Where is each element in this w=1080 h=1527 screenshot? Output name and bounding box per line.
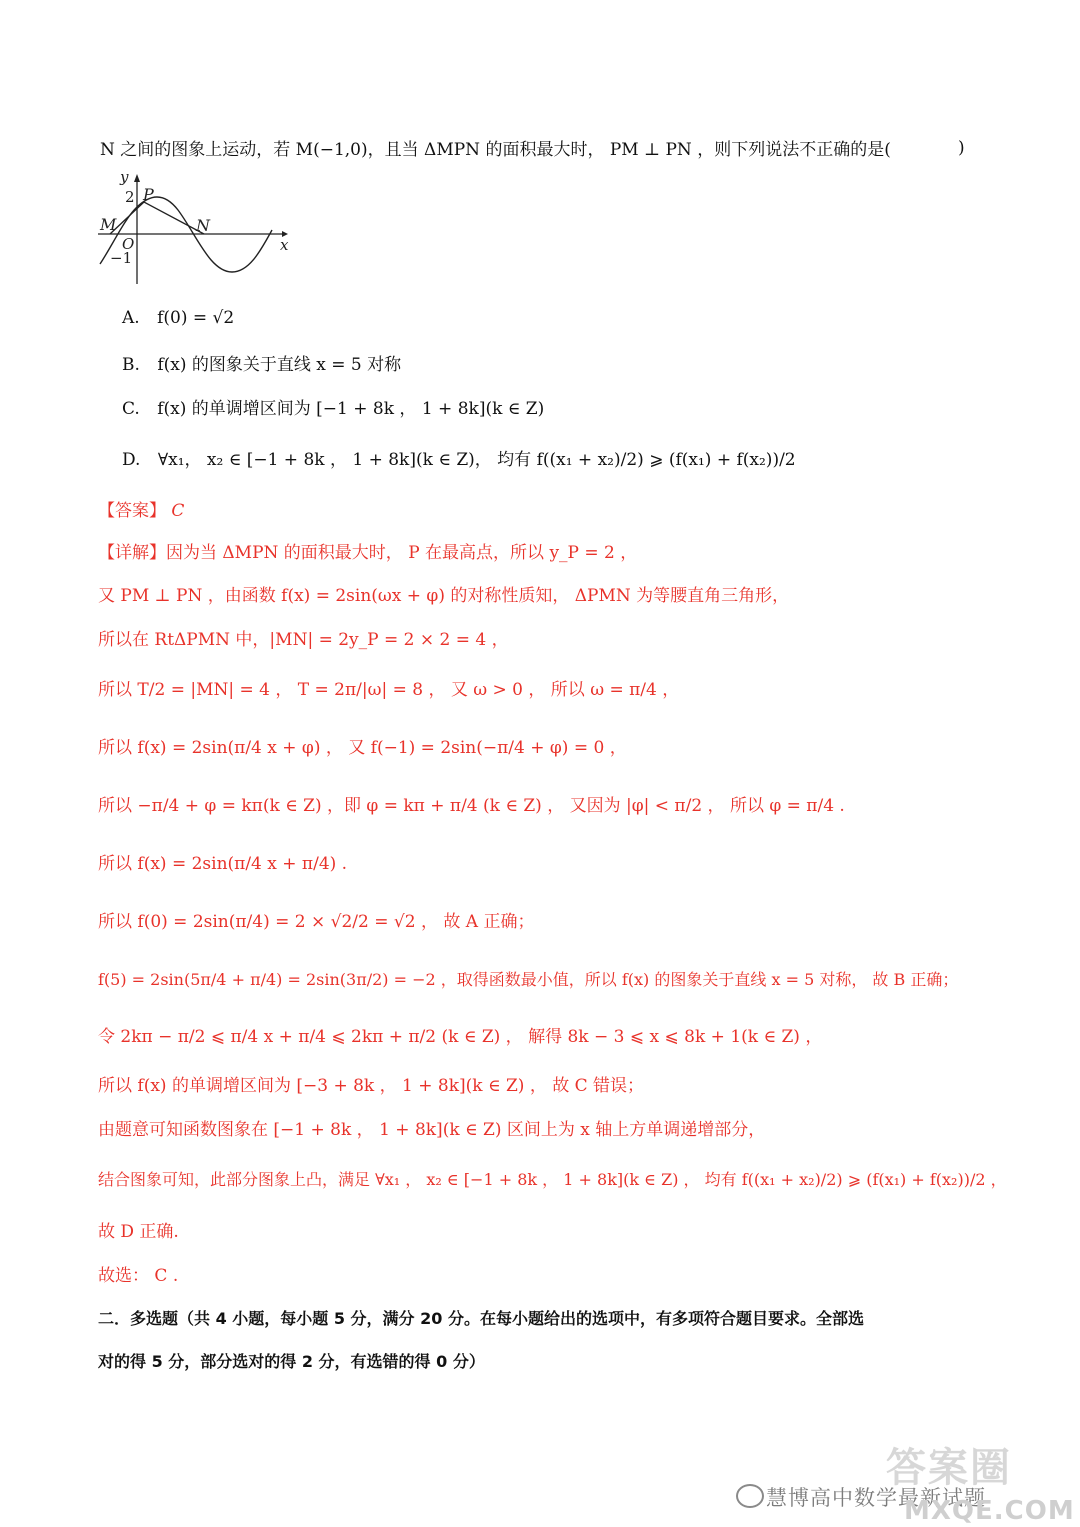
question-intro-text: N 之间的图象上运动，若 M(−1,0)，且当 ΔMPN 的面积最大时， PM ⊥ PN ，则下列说法不正确的是( — [100, 140, 891, 160]
label-o: O — [122, 235, 135, 253]
explanation-line-15: 故选： C . — [98, 1266, 179, 1286]
option-c-text: f(x) 的单调增区间为 [−1 + 8k ， 1 + 8k](k ∈ Z) — [157, 399, 545, 419]
option-b-letter: B. — [122, 355, 140, 375]
explanation-line-7: 所以 f(x) = 2sin(π/4 x + π/4) . — [98, 854, 348, 874]
label-y: y — [120, 168, 129, 186]
explanation-line-1 — [98, 541, 637, 565]
watermark-url: MXQE.COM — [904, 1496, 1075, 1526]
section-heading-line-2: 对的得 5 分，部分选对的得 2 分，有选错的得 0 分） — [98, 1352, 485, 1371]
answer-blank-close: ) — [958, 138, 965, 158]
label-two: 2 — [125, 188, 135, 206]
explanation-line-12: 由题意可知函数图象在 [−1 + 8k ， 1 + 8k](k ∈ Z) 区间上为 x 轴上方单调递增部分， — [98, 1120, 766, 1140]
question-intro — [100, 138, 891, 162]
explanation-line-3: 所以在 RtΔPMN 中，|MN| = 2y_P = 2 × 2 = 4 ， — [98, 630, 509, 650]
option-a-letter: A. — [122, 308, 140, 328]
explanation-tag: 【详解】 — [98, 543, 166, 563]
label-m: M — [100, 215, 117, 234]
label-p: P — [143, 185, 154, 204]
explanation-line-11: 所以 f(x) 的单调增区间为 [−3 + 8k ， 1 + 8k](k ∈ Z) ， 故 C 错误； — [98, 1076, 645, 1096]
explanation-text-1: 因为当 ΔMPN 的面积最大时， P 在最高点，所以 y_P = 2 ， — [166, 543, 638, 563]
watermark-text: 慧博高中数学最新试题 — [766, 1486, 986, 1510]
option-a — [122, 306, 234, 330]
sine-graph — [92, 168, 302, 286]
explanation-line-10: 令 2kπ − π/2 ⩽ π/4 x + π/4 ⩽ 2kπ + π/2 (k ∈ Z) ， 解得 8k − 3 ⩽ x ⩽ 8k + 1(k ∈ Z) ， — [98, 1027, 823, 1047]
explanation-line-6: 所以 −π/4 + φ = kπ(k ∈ Z) ，即 φ = kπ + π/4 (k ∈ Z) ， 又因为 |φ| < π/2 ， 所以 φ = π/4 . — [98, 796, 845, 816]
option-b — [122, 353, 401, 377]
label-x: x — [280, 236, 289, 254]
answer-tag: 【答案】 — [98, 501, 166, 521]
option-c — [122, 397, 544, 421]
y-axis-arrow — [134, 174, 140, 182]
explanation-line-9: f(5) = 2sin(5π/4 + π/4) = 2sin(3π/2) = −2 ，取得函数最小值，所以 f(x) 的图象关于直线 x = 5 对称， 故 B 正确； — [98, 970, 959, 989]
option-d-text: ∀x₁， x₂ ∈ [−1 + 8k ， 1 + 8k](k ∈ Z)， 均有 f((x₁ + x₂)/2) ⩾ (f(x₁) + f(x₂))/2 — [157, 450, 796, 470]
explanation-line-5: 所以 f(x) = 2sin(π/4 x + φ) ， 又 f(−1) = 2sin(−π/4 + φ) = 0 ， — [98, 738, 627, 758]
explanation-line-13: 结合图象可知，此部分图象上凸，满足 ∀x₁ ， x₂ ∈ [−1 + 8k ， 1 + 8k](k ∈ Z) ， 均有 f((x₁ + x₂)/2) ⩾ (f(x₁) + f(x₂))/2 ， — [98, 1170, 1007, 1189]
section-heading-line-1: 二．多选题（共 4 小题，每小题 5 分，满分 20 分。在每小题给出的选项中，有多项符合题目要求。全部选 — [98, 1309, 864, 1328]
option-c-letter: C. — [122, 399, 140, 419]
option-d-letter: D. — [122, 450, 141, 470]
option-b-text: f(x) 的图象关于直线 x = 5 对称 — [157, 355, 402, 375]
answer-value: C — [171, 501, 185, 521]
watermark — [736, 1436, 1075, 1526]
watermark-logo: 答案圈 — [886, 1445, 1012, 1491]
label-n: N — [196, 216, 210, 235]
explanation-line-4: 所以 T/2 = |MN| = 4 ， T = 2π/|ω| = 8 ， 又 ω > 0 ， 所以 ω = π/4 ， — [98, 680, 680, 700]
explanation-line-14: 故 D 正确. — [98, 1222, 179, 1242]
option-d — [122, 448, 796, 472]
label-neg-one: −1 — [110, 249, 133, 267]
wechat-icon — [736, 1484, 764, 1508]
answer-line — [98, 499, 184, 523]
option-a-text: f(0) = √2 — [157, 308, 235, 328]
explanation-line-8: 所以 f(0) = 2sin(π/4) = 2 × √2/2 = √2 ， 故 A 正确； — [98, 912, 535, 932]
explanation-line-2: 又 PM ⊥ PN ，由函数 f(x) = 2sin(ωx + φ) 的对称性质知， ΔPMN 为等腰直角三角形， — [98, 586, 790, 606]
